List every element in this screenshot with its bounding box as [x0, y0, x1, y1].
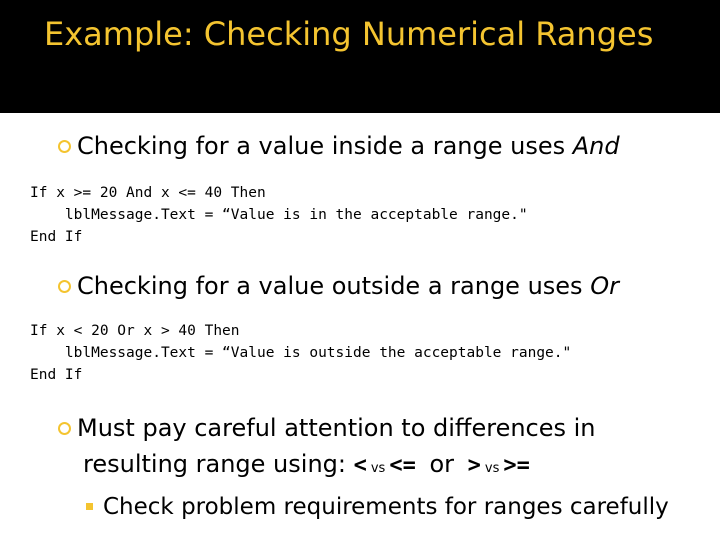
bullet-text: Must pay careful attention to differences in — [77, 414, 596, 442]
operator-less-than: < — [353, 453, 367, 478]
operator-less-equal: <= — [389, 453, 416, 478]
bullet-text: Checking for a value inside a range uses — [77, 132, 573, 160]
sub-bullet — [86, 492, 669, 522]
code-line: If x >= 20 And x <= 40 Then — [30, 185, 266, 201]
code-line: End If — [30, 367, 83, 383]
bullet-text: Checking for a value outside a range uses — [77, 272, 591, 300]
hollow-circle-bullet-icon — [58, 140, 71, 153]
bullet-emphasis: Or — [590, 272, 619, 300]
bullet-emphasis: And — [572, 132, 620, 160]
sub-bullet-text: Check problem requirements for ranges carefully — [103, 494, 669, 520]
vs-label: vs — [370, 461, 386, 476]
code-line: lblMessage.Text = “Value is in the acceptable range." — [30, 207, 528, 223]
or-label: or — [429, 450, 455, 478]
operator-greater-than: > — [467, 453, 481, 478]
bullet-outside-range — [58, 270, 619, 302]
code-line: lblMessage.Text = “Value is outside the acceptable range." — [30, 345, 572, 361]
square-bullet-icon — [86, 503, 93, 510]
vs-label: vs — [484, 461, 500, 476]
code-block-or — [30, 320, 571, 386]
hollow-circle-bullet-icon — [58, 422, 71, 435]
bullet-text: resulting range using: — [83, 450, 346, 478]
operator-greater-equal: >= — [503, 453, 530, 478]
slide-title: Example: Checking Numerical Ranges — [44, 15, 654, 53]
code-line: End If — [30, 229, 83, 245]
code-line: If x < 20 Or x > 40 Then — [30, 323, 240, 339]
hollow-circle-bullet-icon — [58, 280, 71, 293]
bullet-careful-attention — [58, 410, 658, 487]
code-block-and — [30, 182, 528, 248]
bullet-inside-range — [58, 130, 620, 162]
